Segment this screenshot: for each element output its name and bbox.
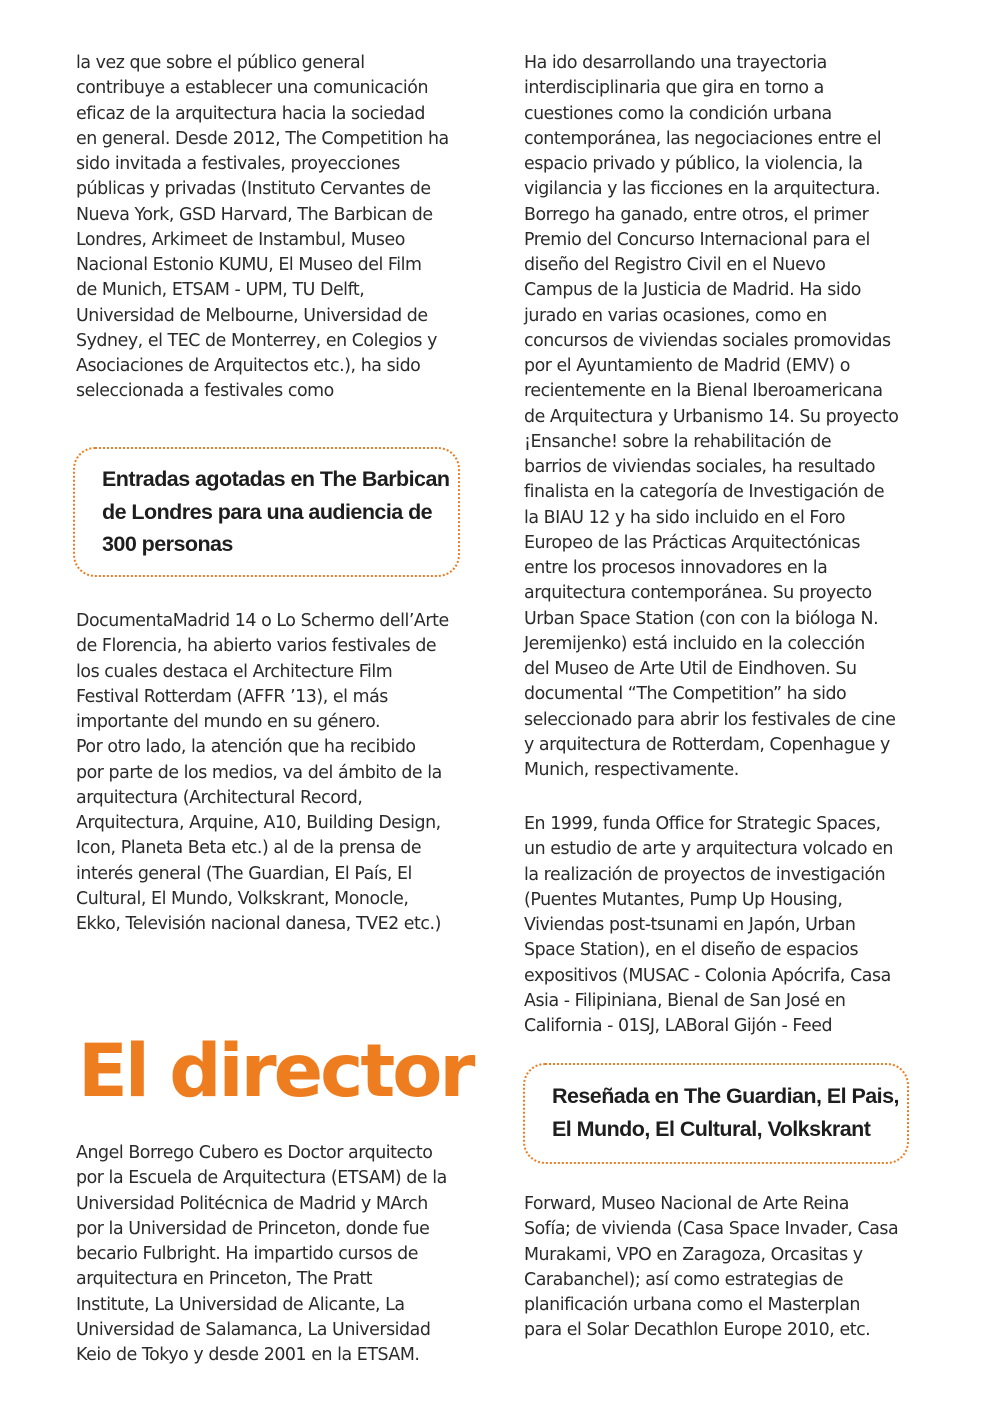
closing-paragraph <box>524 1192 898 1344</box>
text-line: interés general (The Guardian, El País, El <box>76 863 412 884</box>
text-line: diseño del Registro Civil en el Nuevo <box>524 255 826 275</box>
text-line: de Munich, ETSAM - UPM, TU Delft, <box>76 280 365 301</box>
text-line: Munich, respectivamente. <box>524 760 739 780</box>
text-line: la realización de proyectos de investigación <box>524 864 886 885</box>
text-line: Asociaciones de Arquitectos etc.), ha sido <box>76 356 421 376</box>
text-line: Borrego ha ganado, entre otros, el primer <box>524 204 869 225</box>
text-line: concursos de viviendas sociales promovidas <box>524 330 891 351</box>
text-line: Forward, Museo Nacional de Arte Reina <box>524 1194 849 1214</box>
text-line: para el Solar Decathlon Europe 2010, etc. <box>524 1320 871 1341</box>
text-line: Nacional Estonio KUMU, El Museo del Film <box>76 255 422 275</box>
text-line: recientemente en la Bienal Iberoamericana <box>524 381 883 402</box>
text-line: interdisciplinaria que gira en torno a <box>524 78 824 99</box>
text-line: la BIAU 12 y ha sido incluido en el Foro <box>524 507 846 528</box>
career-paragraph <box>524 51 898 783</box>
section-heading-director: El director <box>78 1029 473 1114</box>
text-line: eficaz de la arquitectura hacia la sociedad <box>76 103 425 124</box>
text-line: y arquitectura de Rotterdam, Copenhague y <box>524 734 890 755</box>
text-line: por parte de los medios, va del ámbito de la <box>76 762 442 783</box>
text-line: Asia - Filipiniana, Bienal de San José en <box>524 990 846 1011</box>
text-line: en general. Desde 2012, The Competition ha <box>76 128 449 149</box>
text-line: Cultural, El Mundo, Volkskrant, Monocle, <box>76 888 409 909</box>
text-line: arquitectura en Princeton, The Pratt <box>76 1269 373 1290</box>
text-line: documental “The Competition” ha sido <box>524 684 847 705</box>
text-line: barrios de viviendas sociales, ha resultado <box>524 457 876 477</box>
text-line: Premio del Concurso Internacional para el <box>524 229 870 250</box>
text-line: arquitectura contemporánea. Su proyecto <box>524 583 872 604</box>
text-line: Sydney, el TEC de Monterrey, en Colegios y <box>76 330 437 351</box>
text-line: Carabanchel); así como estrategias de <box>524 1269 844 1290</box>
text-line: públicas y privadas (Instituto Cervantes de <box>76 179 431 200</box>
text-line: Universidad Politécnica de Madrid y MArch <box>76 1193 428 1214</box>
text-line: de Arquitectura y Urbanismo 14. Su proyecto <box>524 406 899 427</box>
intro-paragraph <box>76 51 449 405</box>
text-line: becario Fulbright. Ha impartido cursos de <box>76 1244 419 1264</box>
text-line: Space Station), en el diseño de espacios <box>524 940 859 961</box>
text-line: de Florencia, ha abierto varios festivales de <box>76 636 437 657</box>
text-line: jurado en varias ocasiones, como en <box>524 305 827 326</box>
office-paragraph <box>524 812 893 1039</box>
text-line: por el Ayuntamiento de Madrid (EMV) o <box>524 356 850 376</box>
text-line: del Museo de Arte Util de Eindhoven. Su <box>524 659 857 679</box>
text-line: planificación urbana como el Masterplan <box>524 1295 860 1315</box>
text-line: finalista en la categoría de Investigación de <box>524 482 885 503</box>
text-line: entre los procesos innovadores en la <box>524 558 828 578</box>
text-line: Arquitectura, Arquine, A10, Building Design, <box>76 813 441 833</box>
text-line: importante del mundo en su género. <box>76 712 381 732</box>
text-line: DocumentaMadrid 14 o Lo Schermo dell’Arte <box>76 611 449 631</box>
text-line: contemporánea, las negociaciones entre el <box>524 128 882 149</box>
text-line: Reseñada en The Guardian, El Pais, <box>552 1084 899 1108</box>
text-line: El Mundo, El Cultural, Volkskrant <box>552 1116 871 1141</box>
barbican-callout-text <box>102 463 449 561</box>
text-line: de Londres para una audiencia de <box>102 499 433 524</box>
text-line: Institute, La Universidad de Alicante, La <box>76 1294 405 1315</box>
text-line: expositivos (MUSAC - Colonia Apócrifa, Casa <box>524 965 891 986</box>
text-line: En 1999, funda Office for Strategic Spaces, <box>524 814 881 834</box>
text-line: Universidad de Salamanca, La Universidad <box>76 1319 431 1340</box>
text-line: Nueva York, GSD Harvard, The Barbican de <box>76 204 433 225</box>
text-line: seleccionado para abrir los festivales de cine <box>524 709 896 730</box>
text-line: Urban Space Station (con con la bióloga N. <box>524 608 879 629</box>
text-line: Londres, Arkimeet de Instambul, Museo <box>76 229 405 250</box>
text-line: Keio de Tokyo y desde 2001 en la ETSAM. <box>76 1345 420 1365</box>
text-line: Ekko, Televisión nacional danesa, TVE2 etc.) <box>76 914 441 934</box>
text-line: Viviendas post-tsunami en Japón, Urban <box>524 915 856 935</box>
text-line: por la Escuela de Arquitectura (ETSAM) de la <box>76 1168 447 1189</box>
text-line: Murakami, VPO en Zaragoza, Orcasitas y <box>524 1244 863 1265</box>
text-line: espacio privado y público, la violencia, la <box>524 154 863 174</box>
text-line: sido invitada a festivales, proyecciones <box>76 154 400 174</box>
text-line: por la Universidad de Princeton, donde fue <box>76 1218 430 1239</box>
text-line: Festival Rotterdam (AFFR ’13), el más <box>76 686 388 707</box>
text-line: Entradas agotadas en The Barbican <box>102 467 450 491</box>
text-line: vigilancia y las ficciones en la arquitectura. <box>524 179 881 200</box>
text-line: Por otro lado, la atención que ha recibido <box>76 737 416 758</box>
press-callout-text <box>552 1080 899 1145</box>
director-paragraph <box>76 1141 447 1368</box>
text-line: (Puentes Mutantes, Pump Up Housing, <box>524 889 843 910</box>
text-line: Angel Borrego Cubero es Doctor arquitecto <box>76 1143 433 1163</box>
text-line: seleccionada a festivales como <box>76 381 334 402</box>
text-line: contribuye a establecer una comunicación <box>76 78 429 99</box>
festivals-paragraph <box>76 609 449 937</box>
text-line: Sofía; de vivienda (Casa Space Invader, Casa <box>524 1219 899 1240</box>
text-line: un estudio de arte y arquitectura volcado en <box>524 839 893 860</box>
text-line: Universidad de Melbourne, Universidad de <box>76 305 428 326</box>
text-line: 300 personas <box>102 532 233 556</box>
text-line: Ha ido desarrollando una trayectoria <box>524 53 827 73</box>
text-line: la vez que sobre el público general <box>76 53 365 73</box>
text-line: los cuales destaca el Architecture Film <box>76 661 393 682</box>
text-line: arquitectura (Architectural Record, <box>76 787 363 808</box>
text-line: Europeo de las Prácticas Arquitectónicas <box>524 532 860 553</box>
text-line: Campus de la Justicia de Madrid. Ha sido <box>524 280 861 301</box>
text-line: California - 01SJ, LABoral Gijón - Feed <box>524 1016 833 1036</box>
text-line: Icon, Planeta Beta etc.) al de la prensa de <box>76 838 422 859</box>
text-line: Jeremijenko) está incluido en la colección <box>524 633 865 654</box>
text-line: ¡Ensanche! sobre la rehabilitación de <box>524 431 832 452</box>
text-line: cuestiones como la condición urbana <box>524 103 832 124</box>
